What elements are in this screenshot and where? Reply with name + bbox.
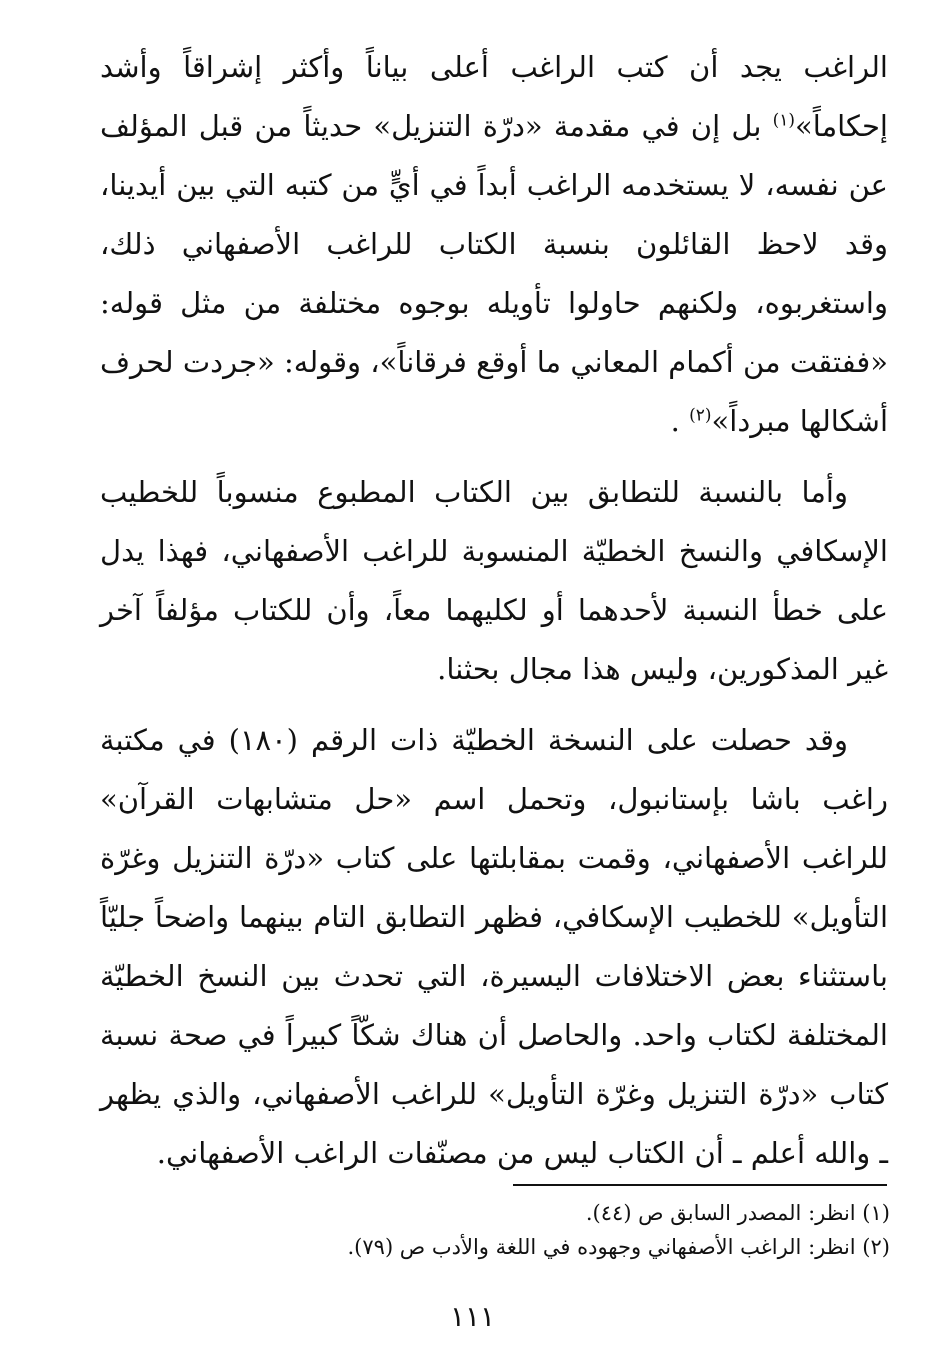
paragraph-1-text-a: الراغب يجد أن كتب الراغب أعلى بياناً وأكثر إشراقاً وأشد إحكاماً» — [100, 50, 888, 143]
footnote-ref-1: (١) — [772, 110, 796, 131]
footnote-ref-2: (٢) — [689, 405, 712, 426]
paragraph-1-text-b: بل إن في مقدمة «درّة التنزيل» حديثاً من قبل المؤلف عن نفسه، لا يستخدمه الراغب أبداً في أيٍّ من كتبه التي بين أيدينا، وقد لاحظ القائلون بنسبة الكتاب للراغب الأصفهاني ذلك، واستغربوه، ولكنهم حاولوا تأويله بوجوه مختلفة من مثل قوله: «ففتقت من أكمام المعاني ما أوقع فرقاناً»، وقوله: «جردت لحرف أشكالها مبرداً» — [100, 109, 888, 438]
footnote-2: (٢) انظر: الراغب الأصفهاني وجهوده في اللغة والأدب ص (٧٩). — [347, 1235, 890, 1259]
footnote-1: (١) انظر: المصدر السابق ص (٤٤). — [585, 1201, 890, 1225]
paragraph-2: وأما بالنسبة للتطابق بين الكتاب المطبوع منسوباً للخطيب الإسكافي والنسخ الخطيّة المنسوبة للراغب الأصفهاني، فهذا يدل على خطأ النسبة لأحدهما أو لكليهما معاً، وأن للكتاب مؤلفاً آخر غير المذكورين، وليس هذا مجال بحثنا. — [100, 475, 888, 686]
paragraph-1-text-c: . — [670, 404, 690, 438]
main-text — [100, 38, 888, 1195]
paragraph-1 — [100, 38, 888, 451]
footnote-divider — [513, 1184, 887, 1186]
page-number: ١١١ — [449, 1300, 496, 1333]
paragraph-3: وقد حصلت على النسخة الخطيّة ذات الرقم (١٨٠) في مكتبة راغب باشا بإستانبول، وتحمل اسم «حل متشابهات القرآن» للراغب الأصفهاني، وقمت بمقابلتها على كتاب «درّة التنزيل وغرّة التأويل» للخطيب الإسكافي، فظهر التطابق التام بينهما واضحاً جليّاً باستثناء بعض الاختلافات اليسيرة، التي تحدث بين النسخ الخطيّة المختلفة لكتاب واحد. والحاصل أن هناك شكّاً كبيراً في صحة نسبة كتاب «درّة التنزيل وغرّة التأويل» للراغب الأصفهاني، والذي يظهر ـ والله أعلم ـ أن الكتاب ليس من مصنّفات الراغب الأصفهاني. — [100, 723, 888, 1170]
footnotes — [200, 1196, 890, 1264]
